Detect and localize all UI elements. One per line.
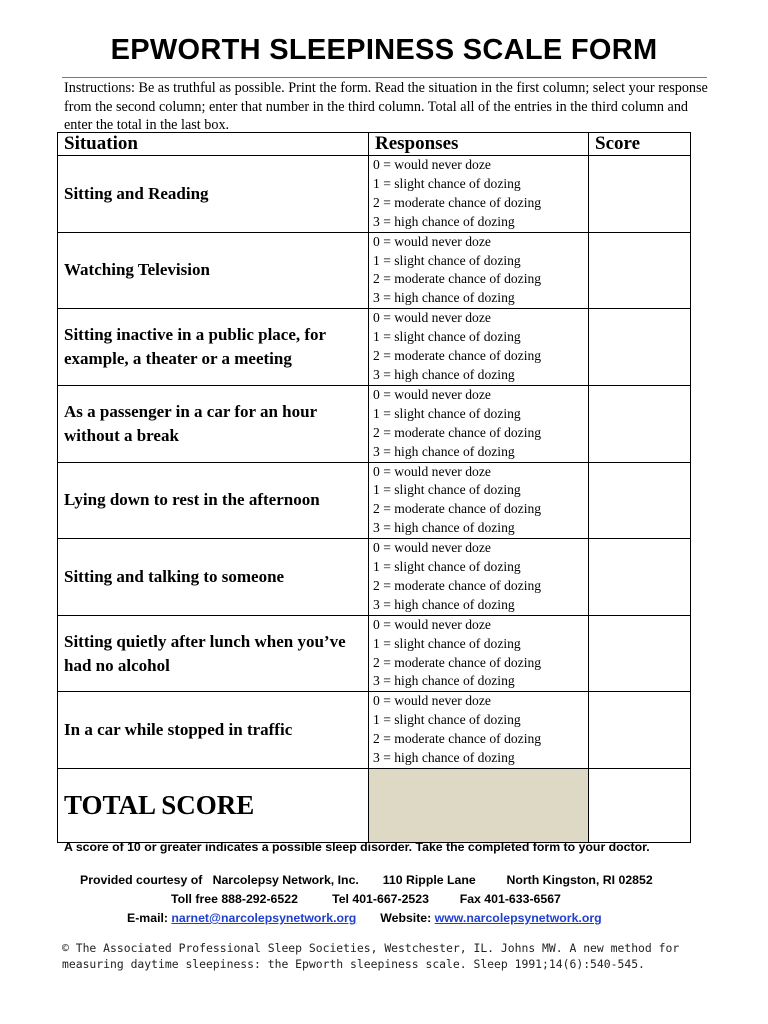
- response-option: 2 = moderate chance of dozing: [373, 348, 542, 364]
- response-option: 3 = high chance of dozing: [373, 750, 515, 766]
- situation-cell: Lying down to rest in the afternoon: [58, 462, 369, 539]
- footer-contact-line: [127, 911, 768, 925]
- situation-cell: As a passenger in a car for an hour without a break: [58, 385, 369, 462]
- score-entry-cell[interactable]: [589, 615, 691, 692]
- response-option: 0 = would never doze: [373, 157, 491, 172]
- response-option: 3 = high chance of dozing: [373, 290, 515, 306]
- footer-phone-line: [171, 892, 768, 906]
- header-responses: Responses: [369, 133, 589, 156]
- response-option: 2 = moderate chance of dozing: [373, 501, 542, 517]
- response-option: 3 = high chance of dozing: [373, 366, 515, 382]
- response-option: 0 = would never doze: [373, 463, 491, 479]
- response-option: 1 = slight chance of dozing: [373, 405, 521, 421]
- score-entry-cell[interactable]: [589, 692, 691, 769]
- response-option: 3 = high chance of dozing: [373, 520, 515, 536]
- response-option: 1 = slight chance of dozing: [373, 635, 521, 651]
- score-entry-cell[interactable]: [589, 156, 691, 233]
- response-option: 3 = high chance of dozing: [373, 596, 515, 612]
- response-option: 0 = would never doze: [373, 616, 491, 632]
- responses-cell: [369, 309, 589, 386]
- page-title: EPWORTH SLEEPINESS SCALE FORM: [110, 34, 658, 66]
- situation-cell: Watching Television: [58, 232, 369, 309]
- situation-cell: Sitting and Reading: [58, 156, 369, 233]
- footer-address: 110 Ripple Lane: [382, 873, 476, 887]
- total-score-label: TOTAL SCORE: [58, 769, 369, 843]
- total-row: [58, 769, 691, 843]
- score-entry-cell[interactable]: [589, 309, 691, 386]
- footer-courtesy-line: [80, 873, 768, 887]
- response-option: 0 = would never doze: [373, 693, 491, 709]
- header-situation: Situation: [58, 133, 369, 156]
- response-option: 1 = slight chance of dozing: [373, 482, 521, 498]
- table-header-row: [58, 133, 691, 156]
- footer-toll-free: Toll free 888-292-6522: [171, 892, 298, 906]
- title-divider: [62, 77, 707, 78]
- table-row: [58, 615, 691, 692]
- table-row: [58, 385, 691, 462]
- responses-cell: [369, 615, 589, 692]
- website-link[interactable]: www.narcolepsynetwork.org: [434, 911, 602, 925]
- responses-cell: [369, 385, 589, 462]
- table-row: [58, 539, 691, 616]
- responses-cell: [369, 462, 589, 539]
- citation-text: © The Associated Professional Sleep Societies, Westchester, IL. Johns MW. A new method for measuring daytime sleepiness: the Epworth sleepiness scale. Sleep 1991;14(6):540-545.: [62, 941, 680, 971]
- score-entry-cell[interactable]: [589, 462, 691, 539]
- responses-cell: [369, 232, 589, 309]
- header-score: Score: [589, 133, 691, 156]
- score-entry-cell[interactable]: [589, 539, 691, 616]
- response-option: 0 = would never doze: [373, 386, 491, 402]
- response-option: 1 = slight chance of dozing: [373, 712, 521, 728]
- email-link[interactable]: narnet@narcolepsynetwork.org: [171, 911, 357, 925]
- situation-cell: Sitting quietly after lunch when you’ve had no alcohol: [58, 615, 369, 692]
- responses-cell: [369, 156, 589, 233]
- score-entry-cell[interactable]: [589, 385, 691, 462]
- table-row: [58, 692, 691, 769]
- responses-cell: [369, 539, 589, 616]
- table-row: [58, 462, 691, 539]
- score-entry-cell[interactable]: [589, 232, 691, 309]
- response-option: 2 = moderate chance of dozing: [373, 577, 542, 593]
- responses-cell: [369, 692, 589, 769]
- footer-email-label: E-mail:: [127, 911, 168, 925]
- instructions-text: Instructions: Be as truthful as possible. Print the form. Read the situation in the first column; select your response from the second column; enter that number in the third column. Total all of the entries in the third column and enter the total in the last box.: [64, 80, 708, 133]
- response-option: 1 = slight chance of dozing: [373, 559, 521, 575]
- footer-fax: Fax 401-633-6567: [459, 892, 561, 906]
- footer-city: North Kingston, RI 02852: [506, 873, 653, 887]
- score-note: A score of 10 or greater indicates a possible sleep disorder. Take the completed form to your doctor.: [64, 840, 650, 854]
- response-option: 2 = moderate chance of dozing: [373, 731, 542, 747]
- response-option: 0 = would never doze: [373, 310, 491, 326]
- response-option: 2 = moderate chance of dozing: [373, 271, 542, 287]
- response-option: 1 = slight chance of dozing: [373, 252, 521, 268]
- situation-cell: Sitting and talking to someone: [58, 539, 369, 616]
- situation-cell: Sitting inactive in a public place, for example, a theater or a meeting: [58, 309, 369, 386]
- footer-courtesy-prefix: Provided courtesy of: [80, 873, 203, 887]
- response-option: 3 = high chance of dozing: [373, 213, 515, 229]
- response-option: 0 = would never doze: [373, 540, 491, 556]
- response-option: 3 = high chance of dozing: [373, 443, 515, 459]
- response-option: 3 = high chance of dozing: [373, 673, 515, 689]
- total-score-field[interactable]: [369, 769, 589, 843]
- table-row: [58, 156, 691, 233]
- response-option: 2 = moderate chance of dozing: [373, 654, 542, 670]
- footer-org: Narcolepsy Network, Inc.: [212, 873, 359, 887]
- sleepiness-table: [57, 132, 691, 843]
- table-row: [58, 309, 691, 386]
- footer-website-label: Website:: [380, 911, 432, 925]
- situation-cell: In a car while stopped in traffic: [58, 692, 369, 769]
- response-option: 1 = slight chance of dozing: [373, 329, 521, 345]
- table-body: [58, 156, 691, 769]
- response-option: 1 = slight chance of dozing: [373, 175, 521, 191]
- response-option: 2 = moderate chance of dozing: [373, 424, 542, 440]
- table-row: [58, 232, 691, 309]
- total-score-extra-cell: [589, 769, 691, 843]
- response-option: 0 = would never doze: [373, 233, 491, 249]
- footer-tel: Tel 401-667-2523: [332, 892, 429, 906]
- response-option: 2 = moderate chance of dozing: [373, 194, 542, 210]
